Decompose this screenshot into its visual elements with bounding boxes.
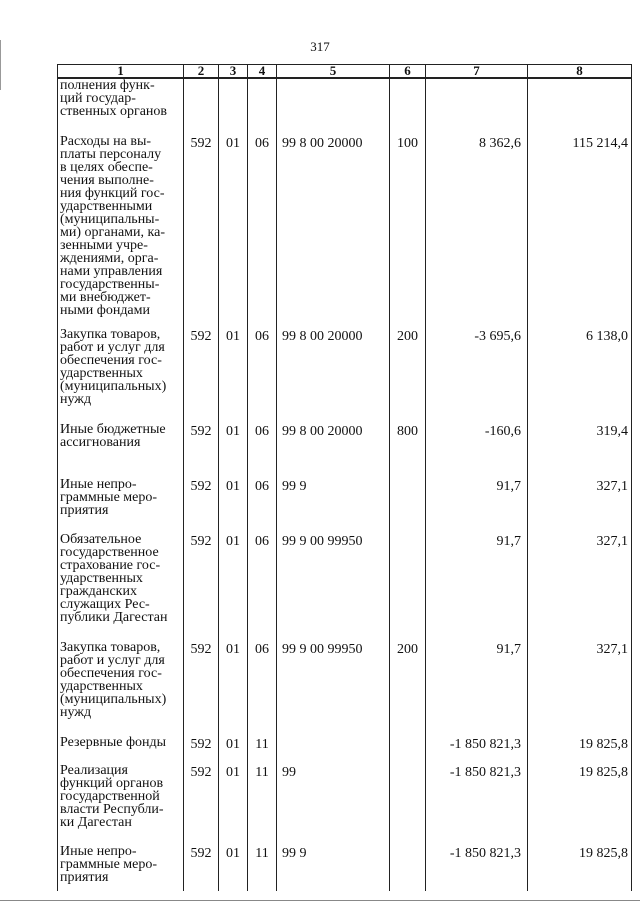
cell-c5: 99 9 <box>277 845 390 891</box>
row-name: Иные непро- граммные меро- приятия <box>58 478 184 533</box>
cell-c7: 91,7 <box>426 641 528 736</box>
cell-c8: 19 825,8 <box>528 736 632 764</box>
cell-c7: -1 850 821,3 <box>426 764 528 845</box>
scan-bottom-edge <box>0 900 640 901</box>
cell-c6: 800 <box>390 423 426 478</box>
cell-c5: 99 8 00 20000 <box>277 135 390 328</box>
cell-c6 <box>390 533 426 641</box>
cell-c3: 01 <box>219 478 248 533</box>
cell-c5 <box>277 78 390 135</box>
cell-c8: 327,1 <box>528 478 632 533</box>
cell-c2: 592 <box>184 423 219 478</box>
table-header-row <box>58 65 632 79</box>
cell-c4: 06 <box>248 641 277 736</box>
cell-c3: 01 <box>219 423 248 478</box>
row-name: Обязательное государственное страхование гос- ударственных гражданских служащих Рес- публики Дагестан <box>58 533 184 641</box>
cell-c5: 99 9 00 99950 <box>277 533 390 641</box>
cell-c4: 06 <box>248 135 277 328</box>
cell-c3: 01 <box>219 764 248 845</box>
header-col-2: 2 <box>184 65 219 79</box>
table-row <box>58 423 632 478</box>
table-row <box>58 641 632 736</box>
cell-c5: 99 9 00 99950 <box>277 641 390 736</box>
header-col-8: 8 <box>528 65 632 79</box>
table-row <box>58 764 632 845</box>
cell-c6 <box>390 736 426 764</box>
cell-c4: 06 <box>248 423 277 478</box>
cell-c2: 592 <box>184 764 219 845</box>
table-row <box>58 478 632 533</box>
cell-c6 <box>390 845 426 891</box>
cell-c5: 99 8 00 20000 <box>277 423 390 478</box>
cell-c2: 592 <box>184 135 219 328</box>
cell-c8: 19 825,8 <box>528 764 632 845</box>
cell-c4: 06 <box>248 328 277 423</box>
cell-c2: 592 <box>184 845 219 891</box>
header-col-7: 7 <box>426 65 528 79</box>
row-name: Расходы на вы- платы персоналу в целях обеспе- чения выполне- ния функций гос- ударственными (муниципальны- ми) органами, ка- зенными учре- ждениями, орга- нами управления государственны- ми внебюджет- ными фондами <box>58 135 184 328</box>
cell-c6 <box>390 78 426 135</box>
cell-c6: 200 <box>390 328 426 423</box>
row-name: Иные бюджетные ассигнования <box>58 423 184 478</box>
cell-c6 <box>390 764 426 845</box>
budget-table <box>57 64 632 891</box>
cell-c4: 06 <box>248 478 277 533</box>
cell-c7: -160,6 <box>426 423 528 478</box>
cell-c2: 592 <box>184 736 219 764</box>
cell-c3: 01 <box>219 135 248 328</box>
cell-c7: -3 695,6 <box>426 328 528 423</box>
table-row <box>58 736 632 764</box>
cell-c7: -1 850 821,3 <box>426 845 528 891</box>
cell-c5: 99 8 00 20000 <box>277 328 390 423</box>
cell-c8 <box>528 78 632 135</box>
cell-c7 <box>426 78 528 135</box>
header-col-4: 4 <box>248 65 277 79</box>
cell-c4: 11 <box>248 764 277 845</box>
table-row <box>58 135 632 328</box>
cell-c2 <box>184 78 219 135</box>
cell-c3: 01 <box>219 533 248 641</box>
cell-c3: 01 <box>219 736 248 764</box>
cell-c6: 100 <box>390 135 426 328</box>
cell-c7: 91,7 <box>426 533 528 641</box>
cell-c6: 200 <box>390 641 426 736</box>
cell-c4: 06 <box>248 533 277 641</box>
cell-c5: 99 <box>277 764 390 845</box>
table-row <box>58 328 632 423</box>
cell-c3: 01 <box>219 328 248 423</box>
header-col-6: 6 <box>390 65 426 79</box>
cell-c3 <box>219 78 248 135</box>
cell-c2: 592 <box>184 478 219 533</box>
cell-c8: 19 825,8 <box>528 845 632 891</box>
row-name: полнения функ- ций государ- ственных органов <box>58 78 184 135</box>
table-row <box>58 845 632 891</box>
cell-c3: 01 <box>219 845 248 891</box>
cell-c6 <box>390 478 426 533</box>
cell-c2: 592 <box>184 328 219 423</box>
cell-c5: 99 9 <box>277 478 390 533</box>
cell-c7: 8 362,6 <box>426 135 528 328</box>
cell-c8: 6 138,0 <box>528 328 632 423</box>
row-name: Резервные фонды <box>58 736 184 764</box>
page-number: 317 <box>310 39 330 54</box>
row-name: Реализация функций органов государственной власти Республи- ки Дагестан <box>58 764 184 845</box>
cell-c5 <box>277 736 390 764</box>
cell-c4 <box>248 78 277 135</box>
cell-c8: 115 214,4 <box>528 135 632 328</box>
cell-c4: 11 <box>248 736 277 764</box>
cell-c4: 11 <box>248 845 277 891</box>
cell-c2: 592 <box>184 641 219 736</box>
header-col-1: 1 <box>58 65 184 79</box>
cell-c8: 319,4 <box>528 423 632 478</box>
cell-c3: 01 <box>219 641 248 736</box>
cell-c7: -1 850 821,3 <box>426 736 528 764</box>
cell-c2: 592 <box>184 533 219 641</box>
row-name: Закупка товаров, работ и услуг для обеспечения гос- ударственных (муниципальных) нужд <box>58 328 184 423</box>
header-col-5: 5 <box>277 65 390 79</box>
header-col-3: 3 <box>219 65 248 79</box>
cell-c7: 91,7 <box>426 478 528 533</box>
row-name: Иные непро- граммные меро- приятия <box>58 845 184 891</box>
table-row <box>58 78 632 135</box>
row-name: Закупка товаров, работ и услуг для обеспечения гос- ударственных (муниципальных) нужд <box>58 641 184 736</box>
cell-c8: 327,1 <box>528 533 632 641</box>
table-row <box>58 533 632 641</box>
cell-c8: 327,1 <box>528 641 632 736</box>
